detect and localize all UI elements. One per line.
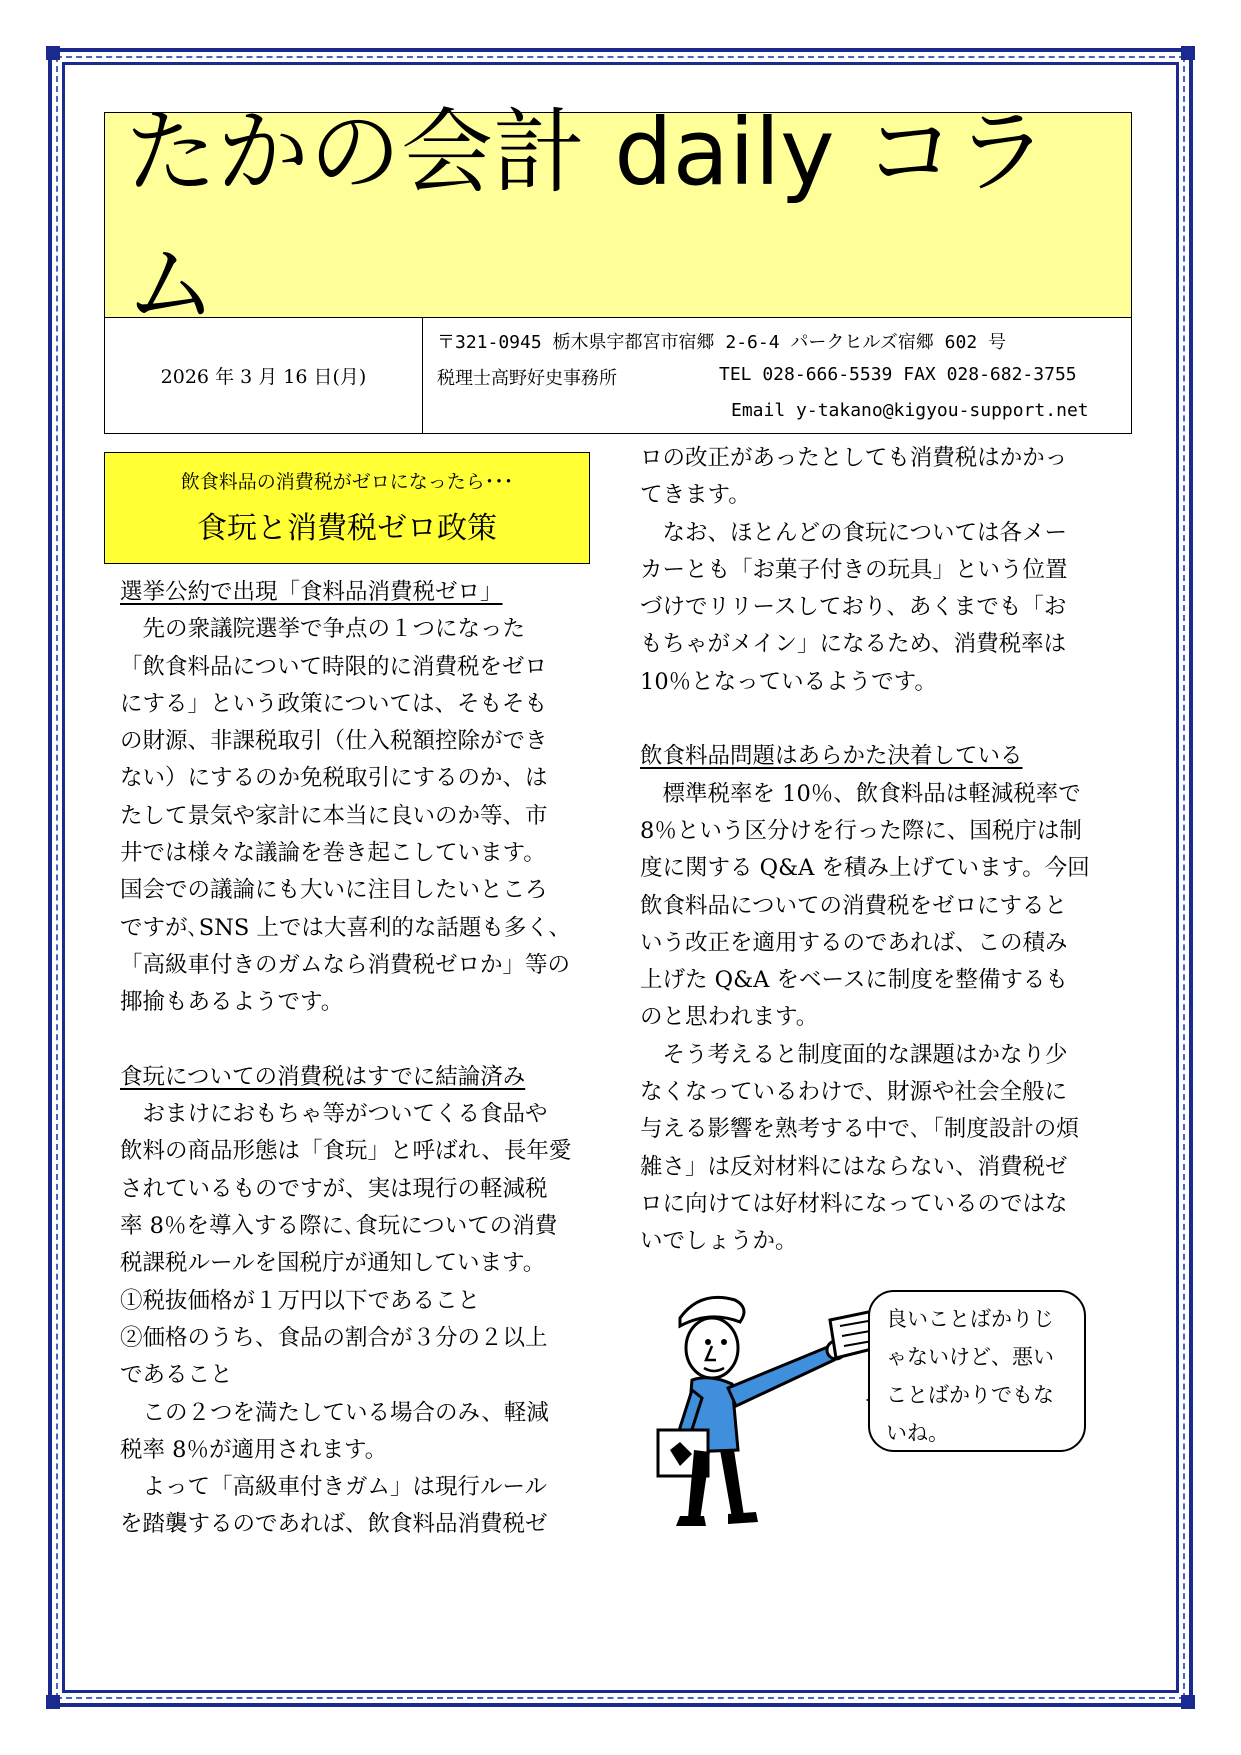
office-name: 税理士高野好史事務所: [437, 368, 617, 389]
text-line: 飲食料品についての消費税をゼロにすると: [640, 892, 1068, 919]
topic-callout: [104, 452, 590, 564]
text-line: この２つを満たしている場合のみ、軽減: [120, 1399, 549, 1426]
paragraph-gap: [120, 1022, 606, 1059]
newsletter-header: [104, 98, 1132, 434]
text-line: 10％となっているようです。: [640, 668, 937, 695]
email-line: Email y-takano@kigyou-support.net: [731, 400, 1089, 421]
right-column: [640, 440, 1130, 1261]
text-line: 雑さ」は反対材料にはならない、消費税ゼ: [640, 1153, 1068, 1180]
section-heading: 選挙公約で出現「食料品消費税ゼロ」: [120, 579, 503, 605]
callout-subtitle: 飲食料品の消費税がゼロになったら･･･: [180, 471, 514, 493]
text-line: たして景気や家計に本当に良いのか等、市: [120, 802, 548, 829]
border-corner: [1181, 1695, 1195, 1709]
text-line: 度に関する Q&A を積み上げています。今回: [640, 855, 1090, 882]
bubble-line: いね。: [886, 1421, 949, 1445]
text-line: 標準税率を 10％、飲食料品は軽減税率で: [640, 780, 1081, 807]
section-heading: 飲食料品問題はあらかた決着している: [640, 743, 1023, 770]
section-heading: 食玩についての消費税はすでに結論済み: [120, 1063, 526, 1090]
text-line: ②価格のうち、食品の割合が３分の２以上: [120, 1324, 548, 1351]
text-line: てきます。: [640, 482, 751, 509]
text-line: 井では様々な議論を巻き起こしています。: [120, 840, 546, 867]
text-line: 国会での議論にも大いに注目したいところ: [120, 877, 548, 904]
paragraph-gap: [640, 701, 1130, 738]
border-corner: [1181, 46, 1195, 60]
phone-fax-line: TEL 028-666-5539 FAX 028-682-3755: [719, 364, 1077, 385]
text-line: ロに向けては好材料になっているのではな: [640, 1190, 1068, 1217]
text-line: なお、ほとんどの食玩については各メー: [640, 519, 1068, 546]
newsletter-title: たかの会計 daily コラム: [125, 98, 1048, 338]
callout-headline: 食玩と消費税ゼロ政策: [197, 511, 497, 546]
text-line: 先の衆議院選挙で争点の１つになった: [120, 616, 526, 643]
text-line: ない）にするのか免税取引にするのか、は: [120, 765, 548, 792]
text-line: なくなっているわけで、財源や社会全般に: [640, 1079, 1068, 1106]
text-line: 税課税ルールを国税庁が通知しています。: [120, 1250, 546, 1277]
border-corner: [46, 1695, 60, 1709]
text-line: 与える影響を熟考する中で､「制度設計の煩: [640, 1116, 1079, 1143]
text-line: 税率 8％が適用されます。: [120, 1436, 388, 1463]
text-line: 「飲食料品について時限的に消費税をゼロ: [120, 653, 548, 680]
text-line: ロの改正があったとしても消費税はかかっ: [640, 445, 1068, 471]
speech-bubble: [868, 1290, 1086, 1452]
bubble-line: ことばかりでもな: [886, 1383, 1054, 1407]
text-line: の財源、非課税取引（仕入税額控除ができ: [120, 728, 548, 755]
text-line: を踏襲するのであれば、飲食料品消費税ゼ: [120, 1511, 548, 1538]
text-line: おまけにおもちゃ等がついてくる食品や: [120, 1101, 548, 1128]
text-line: されているものですが、実は現行の軽減税: [120, 1175, 548, 1202]
text-line: そう考えると制度面的な課題はかなり少: [640, 1041, 1068, 1068]
address-line: 〒321-0945 栃木県宇都宮市宿郷 2-6-4 パークヒルズ宿郷 602 号: [437, 332, 1007, 353]
bubble-line: ゃないけど、悪い: [886, 1345, 1054, 1369]
bubble-line: 良いことばかりじ: [886, 1307, 1054, 1331]
text-line: にする」という政策については、そもそも: [120, 690, 548, 717]
text-line: 8％という区分けを行った際に、国税庁は制: [640, 817, 1082, 844]
text-line: カーとも「お菓子付きの玩具」という位置: [640, 556, 1068, 583]
text-line: 揶揄もあるようです。: [120, 989, 344, 1016]
text-line: いう改正を適用するのであれば、この積み: [640, 929, 1068, 956]
text-line: もちゃがメイン」になるため、消費税率は: [640, 631, 1067, 658]
text-line: ですが､SNS 上では大喜利的な話題も多く、: [120, 914, 571, 941]
text-line: ①税抜価格が１万円以下であること: [120, 1287, 481, 1314]
text-line: よって「高級車付きガム」は現行ルール: [120, 1474, 548, 1501]
left-column: [120, 574, 606, 1544]
text-line: 「高級車付きのガムなら消費税ゼロか」等の: [120, 951, 571, 978]
text-line: いでしょうか。: [640, 1228, 798, 1255]
title-banner: [105, 98, 1131, 338]
contact-block: [423, 318, 1131, 433]
text-line: 飲料の商品形態は「食玩」と呼ばれ、長年愛: [120, 1138, 572, 1165]
border-corner: [46, 46, 60, 60]
text-line: のと思われます。: [640, 1004, 819, 1031]
text-line: 上げた Q&A をベースに制度を整備するも: [640, 967, 1068, 994]
text-line: 率 8％を導入する際に､食玩についての消費: [120, 1213, 558, 1240]
text-line: づけでリリースしており、あくまでも「お: [640, 594, 1067, 621]
text-line: であること: [120, 1362, 233, 1389]
issue-date: 2026 年 3 月 16 日(月): [105, 318, 423, 433]
